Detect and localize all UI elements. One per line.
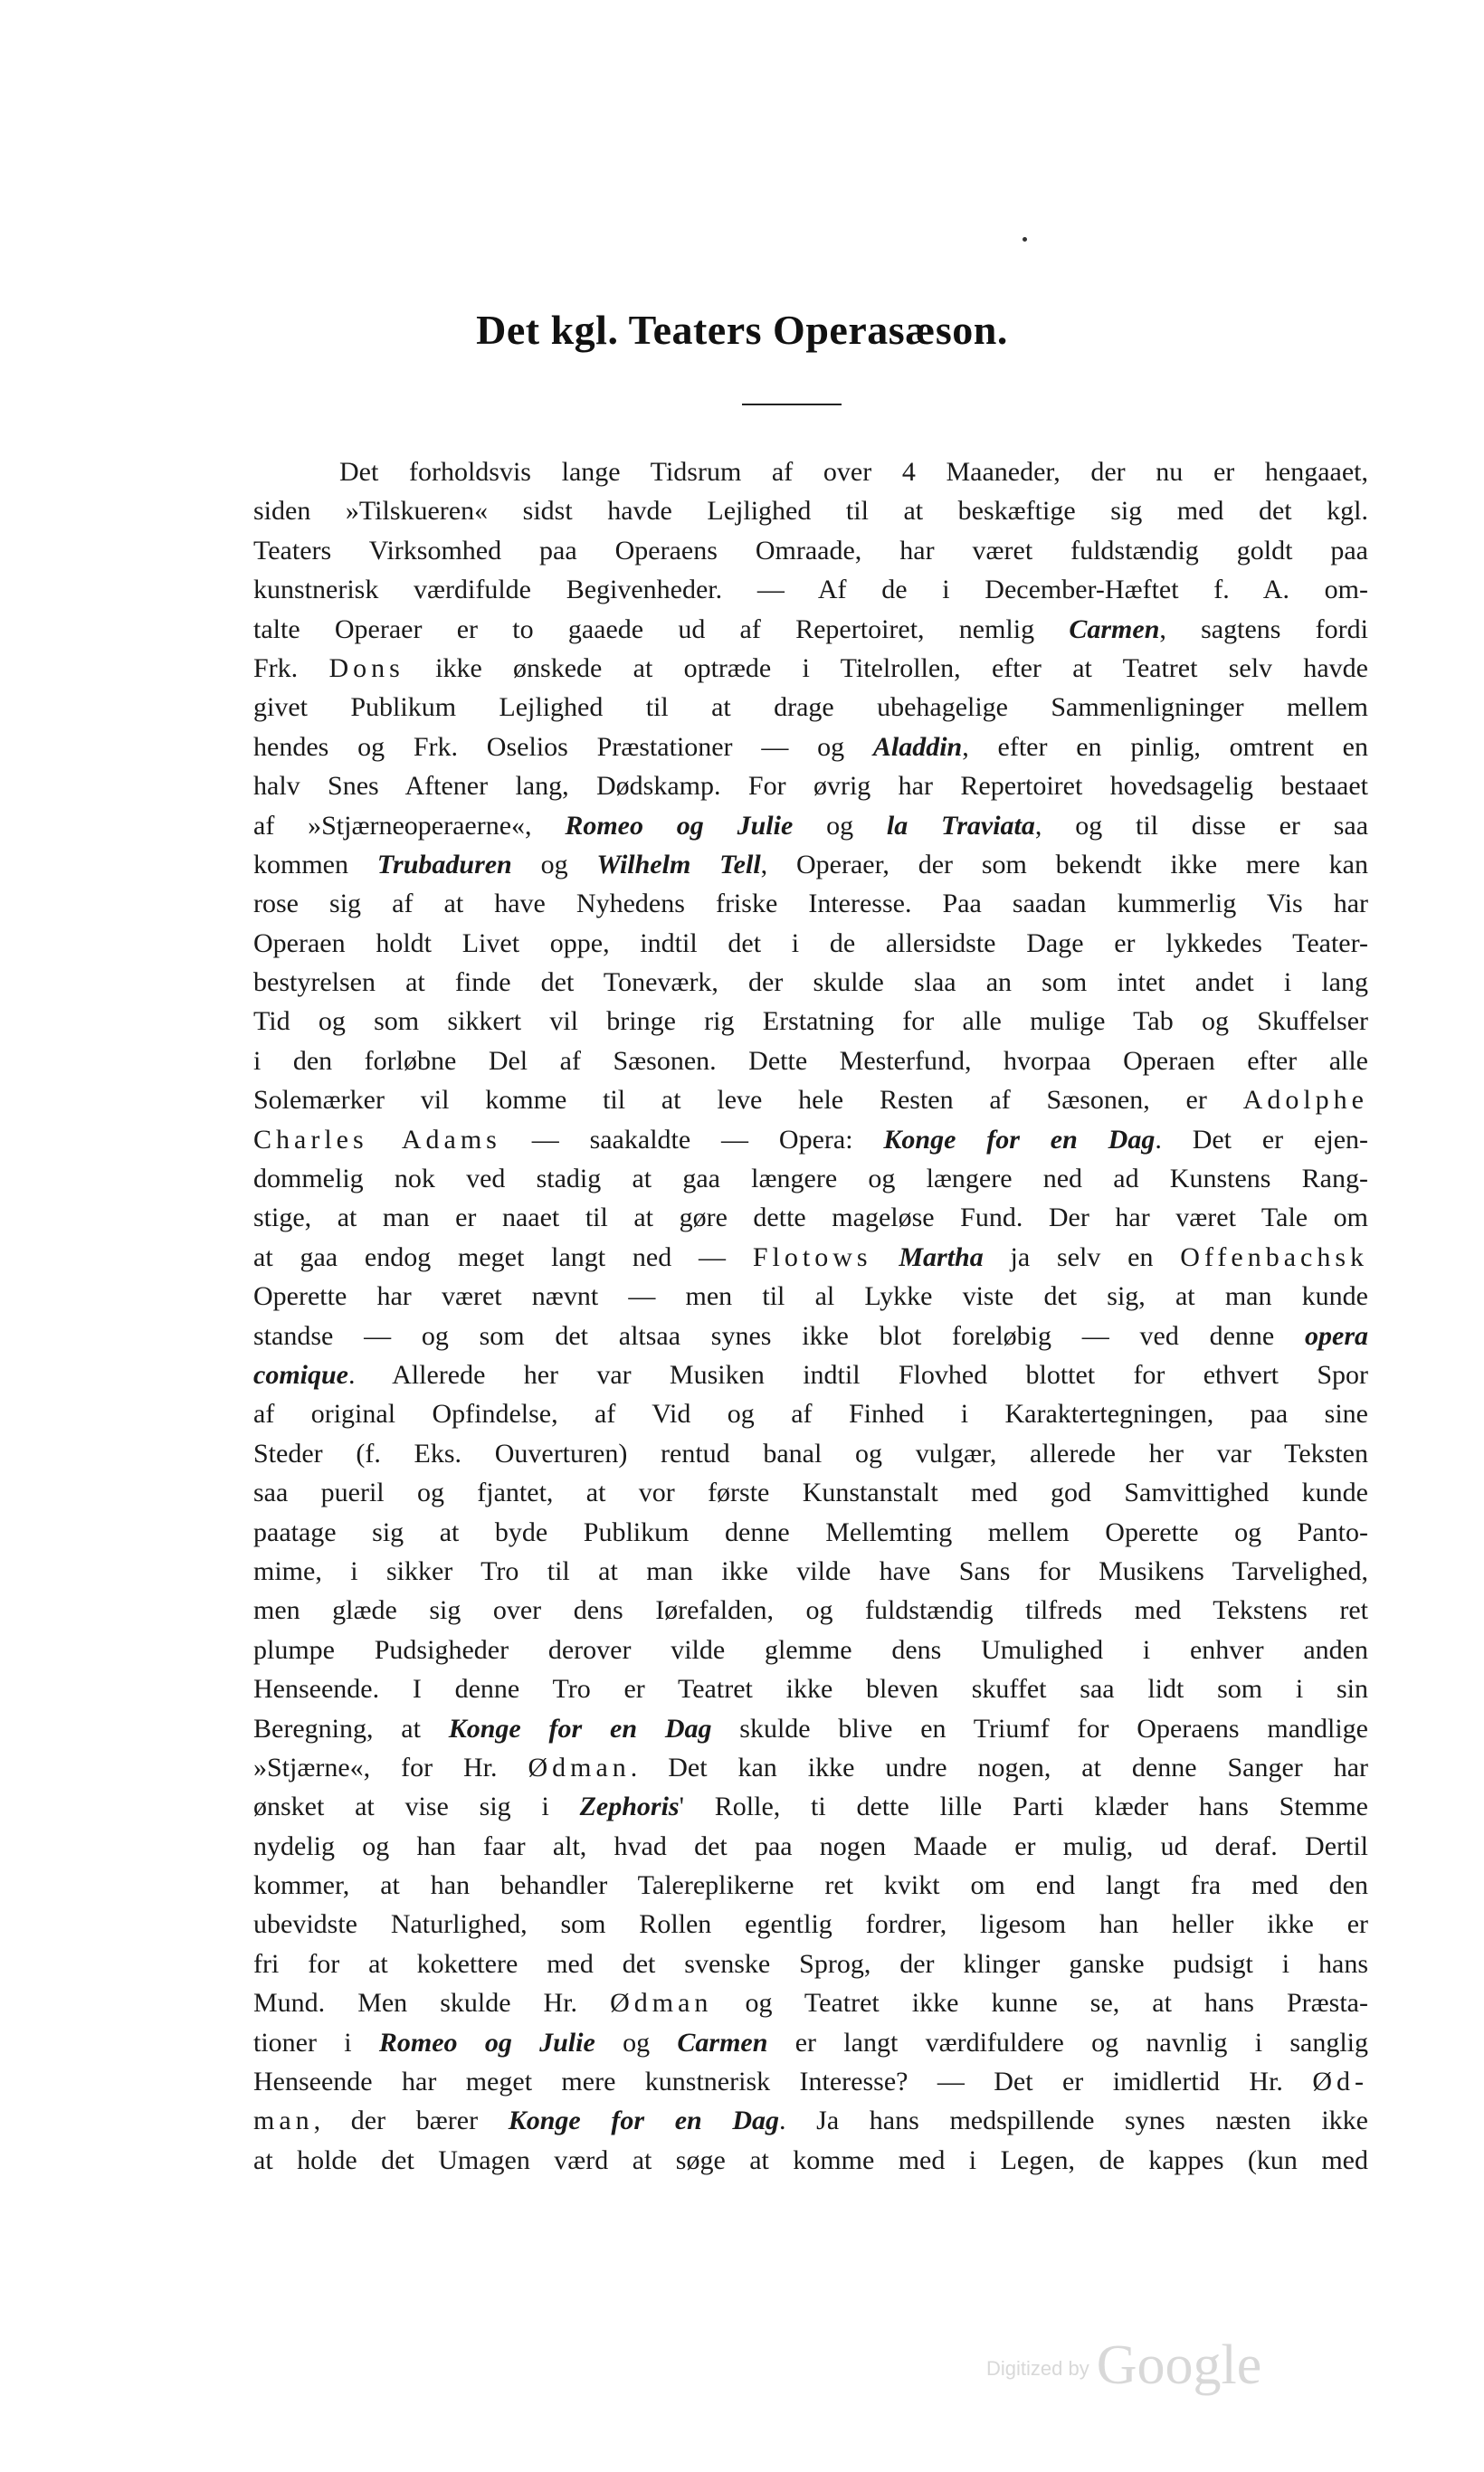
text-line — [253, 531, 1368, 570]
text-line — [253, 1905, 1368, 1944]
digitized-watermark — [986, 2321, 1294, 2396]
text-run: . Det er ejen- — [1155, 1124, 1368, 1155]
text-run: , efter en pinlig, omtrent en — [962, 731, 1368, 762]
italic-title: comique — [253, 1359, 348, 1390]
text-line — [253, 1317, 1368, 1355]
text-run — [872, 1242, 899, 1272]
text-run: og — [595, 2027, 678, 2058]
text-run: at holde det Umagen værd at søge at komme med i Legen, de kappes (kun med — [253, 2144, 1368, 2175]
text-run: Det forholdsvis lange Tidsrum af over 4 Maaneder, der nu er hengaaet, — [339, 457, 1368, 487]
text-run: . Ja hans medspillende synes næsten ikke — [779, 2106, 1368, 2136]
text-line — [253, 1159, 1368, 1198]
text-run: rose sig af at have Nyhedens friske Interesse. Paa saadan kummerlig Vis har — [253, 889, 1368, 919]
spaced-name: Offenbachsk — [1180, 1241, 1369, 1272]
text-run: Henseende. I denne Tro er Teatret ikke bleven skuffet saa lidt som i sin — [253, 1674, 1368, 1705]
italic-title: la Traviata — [886, 810, 1035, 841]
text-run: saa pueril og fjantet, at vor første Kunstanstalt med god Samvittighed kunde — [253, 1478, 1368, 1508]
text-run: at gaa endog meget langt ned — — [253, 1241, 753, 1272]
text-run: hendes og Frk. Oselios Præstationer — og — [253, 731, 873, 762]
text-line — [253, 1277, 1368, 1316]
italic-title: Carmen — [1069, 613, 1160, 644]
text-run: siden »Tilskueren« sidst havde Lejlighed til at beskæftige sig med det kgl. — [253, 496, 1368, 527]
text-line — [253, 1709, 1368, 1748]
article-title: Det kgl. Teaters Operasæson. — [476, 307, 1008, 353]
text-line — [253, 649, 1368, 688]
ink-speck — [1023, 237, 1027, 242]
text-run: kunstnerisk værdifulde Begivenheder. — Af de i December-Hæftet f. A. om- — [253, 575, 1368, 605]
text-run: Frk. — [253, 652, 329, 683]
text-run: Tid og som sikkert vil bringe rig Erstatning for alle mulige Tab og Skuffelser — [253, 1006, 1368, 1037]
text-line — [253, 1473, 1368, 1512]
text-run: Teaters Virksomhed paa Operaens Omraade, har været fuldstændig goldt paa — [253, 535, 1368, 566]
text-line — [253, 1434, 1368, 1473]
text-run: plumpe Pudsigheder derover vilde glemme dens Umulighed i enhver anden — [253, 1634, 1368, 1665]
text-run: tioner i — [253, 2027, 379, 2058]
text-run: ikke ønskede at optræde i Titelrollen, efter at Teatret selv havde — [404, 652, 1368, 683]
text-run: kommer, at han behandler Talereplikerne ret kvikt om end langt fra med den — [253, 1870, 1368, 1901]
text-run: paatage sig at byde Publikum denne Mellemting mellem Operette og Panto- — [253, 1516, 1368, 1547]
text-line — [253, 1827, 1368, 1866]
italic-title: Wilhelm Tell — [596, 849, 761, 879]
italic-title: Konge for en Dag — [883, 1124, 1156, 1155]
text-run: halv Snes Aftener lang, Dødskamp. For øvrig har Repertoiret hovedsagelig bestaaet — [253, 771, 1368, 802]
text-line — [253, 491, 1368, 530]
italic-title: opera — [1305, 1320, 1368, 1351]
text-run: . Det kan ikke undre nogen, at denne Sanger har — [630, 1752, 1369, 1783]
text-line — [253, 1787, 1368, 1826]
text-run: men glæde sig over dens Ιørefalden, og fuldstændig tilfreds med Tekstens ret — [253, 1595, 1368, 1626]
text-run: bestyrelsen at finde det Toneværk, der skulde slaa an som intet andet i lang — [253, 967, 1368, 998]
text-run: af original Opfindelse, af Vid og af Finhed i Karaktertegningen, paa sine — [253, 1399, 1368, 1430]
text-run: ' Rolle, ti dette lille Parti klæder hans Stemme — [679, 1792, 1368, 1822]
text-line — [253, 884, 1368, 923]
text-line — [253, 1355, 1368, 1394]
text-run: Operette har været nævnt — men til al Lykke viste det sig, at man kunde — [253, 1281, 1368, 1312]
text-run: mime, i sikker Tro til at man ikke vilde have Sans for Musikens Tarvelighed, — [253, 1555, 1368, 1586]
text-line — [253, 845, 1368, 884]
spaced-name: Ødman — [610, 1988, 713, 2019]
text-line — [253, 1983, 1368, 2022]
italic-title: Romeo og Julie — [378, 2027, 595, 2058]
text-run: ubevidste Naturlighed, som Rollen egentlig fordrer, ligesom han heller ikke er — [253, 1909, 1368, 1940]
text-line — [253, 1238, 1368, 1277]
text-line — [253, 1198, 1368, 1237]
text-run: talte Operaer er to gaaede ud af Repertoiret, nemlig — [253, 613, 1070, 644]
text-line — [253, 1669, 1368, 1708]
spaced-name: Dons — [328, 652, 404, 683]
text-run: ønsket at vise sig i — [253, 1792, 580, 1822]
text-run: standse — og som det altsaa synes ikke blot foreløbig — ved denne — [253, 1320, 1305, 1351]
italic-title: Carmen — [677, 2027, 768, 2058]
article-body — [253, 452, 1368, 2180]
spaced-name: Adolphe — [1242, 1085, 1368, 1116]
text-line — [253, 452, 1368, 491]
text-run: , der bærer — [313, 2106, 509, 2136]
text-run: »Stjærne«, for Hr. — [253, 1752, 528, 1783]
text-run: , sagtens fordi — [1159, 613, 1368, 644]
text-run: skulde blive en Triumf for Operaens mandlige — [711, 1713, 1368, 1744]
text-line — [253, 570, 1368, 609]
text-run: Mund. Men skulde Hr. — [253, 1988, 611, 2019]
text-run: og — [511, 849, 597, 879]
digitized-by-text: Digitized by — [986, 2357, 1089, 2380]
text-run: dommelig nok ved stadig at gaa længere og længere ned ad Kunstens Rang- — [253, 1164, 1368, 1194]
italic-title: Trubaduren — [376, 849, 512, 879]
text-run: Beregning, at — [253, 1713, 449, 1744]
text-run: , Operaer, der som bekendt ikke mere kan — [760, 849, 1368, 879]
text-line — [253, 2101, 1368, 2140]
text-line — [253, 1552, 1368, 1591]
spaced-name: man — [253, 2106, 314, 2136]
text-line — [253, 1120, 1368, 1159]
text-line — [253, 1631, 1368, 1669]
text-line — [253, 1394, 1368, 1433]
italic-title: Konge for en Dag — [508, 2106, 780, 2136]
text-run: — saakaldte — Opera: — [500, 1124, 884, 1155]
text-run: og Teatret ikke kunne se, at hans Præsta- — [712, 1988, 1368, 2019]
italic-title: Zephoris — [579, 1792, 680, 1822]
text-run: er langt værdifuldere og navnlig i sanglig — [767, 2027, 1368, 2058]
text-line — [253, 727, 1368, 766]
text-run: Operaen holdt Livet oppe, indtil det i de allersidste Dage er lykkedes Teater- — [253, 927, 1368, 958]
text-line — [253, 1513, 1368, 1552]
text-run: ja selv en — [983, 1241, 1181, 1272]
spaced-name: Ød- — [1312, 2067, 1368, 2097]
text-run: Steder (f. Eks. Ouverturen) rentud banal og vulgær, allerede her var Teksten — [253, 1438, 1368, 1469]
text-run: og — [793, 810, 887, 841]
text-run: stige, at man er naaet til at gøre dette mageløse Fund. Der har været Tale om — [253, 1203, 1368, 1233]
text-run: nydelig og han faar alt, hvad det paa nogen Maade er mulig, ud deraf. Dertil — [253, 1830, 1368, 1861]
text-line — [253, 924, 1368, 963]
text-line — [253, 1748, 1368, 1787]
text-run: Solemærker vil komme til at leve hele Resten af Sæsonen, er — [253, 1085, 1243, 1116]
text-line — [253, 806, 1368, 845]
text-run: fri for at kokettere med det svenske Sprog, der klinger ganske pudsigt i hans — [253, 1948, 1368, 1979]
spaced-name: Ødman — [528, 1752, 631, 1783]
text-line — [253, 2141, 1368, 2180]
text-line — [253, 610, 1368, 649]
text-line — [253, 1080, 1368, 1119]
text-line — [253, 1944, 1368, 1983]
text-line — [253, 1591, 1368, 1630]
text-line — [253, 1002, 1368, 1041]
title-divider — [742, 404, 842, 405]
text-line — [253, 2023, 1368, 2062]
italic-title: Romeo og Julie — [565, 810, 794, 841]
italic-title: Martha — [899, 1241, 984, 1272]
google-logo: Google — [1096, 2334, 1262, 2396]
text-line — [253, 688, 1368, 727]
text-run: i den forløbne Del af Sæsonen. Dette Mesterfund, hvorpaa Operaen efter alle — [253, 1045, 1368, 1076]
text-run: , og til disse er saa — [1034, 810, 1369, 841]
italic-title: Aladdin — [872, 731, 963, 762]
text-line — [253, 963, 1368, 1002]
text-line — [253, 1866, 1368, 1905]
text-run: givet Publikum Lejlighed til at drage ubehagelige Sammenligninger mellem — [253, 692, 1368, 723]
spaced-name: Flotows — [752, 1241, 872, 1272]
italic-title: Konge for en Dag — [448, 1713, 712, 1744]
text-line — [253, 766, 1368, 805]
text-run: af »Stjærneoperaerne«, — [253, 810, 566, 841]
text-run: Henseende har meget mere kunstnerisk Interesse? — Det er imidlertid Hr. — [253, 2067, 1313, 2097]
text-run: . Allerede her var Musiken indtil Flovhed blottet for ethvert Spor — [348, 1359, 1368, 1390]
text-line — [253, 2062, 1368, 2101]
spaced-name: Charles Adams — [253, 1124, 501, 1155]
text-run: kommen — [253, 849, 377, 879]
text-line — [253, 1041, 1368, 1080]
